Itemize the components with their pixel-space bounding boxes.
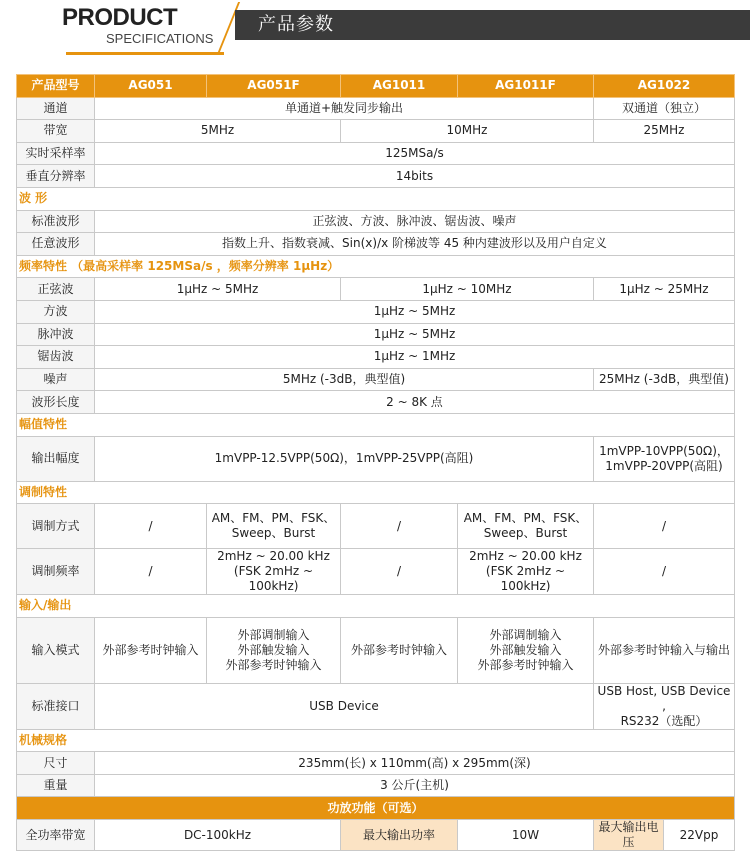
weight-row xyxy=(17,774,735,797)
input-mode-ag1011f xyxy=(458,617,594,683)
model-ag1011f: AG1011F xyxy=(458,75,594,98)
size-value: 235mm(长) x 110mm(高) x 295mm(深) xyxy=(95,752,735,775)
output-amplitude-label: 输出幅度 xyxy=(17,436,95,481)
wave-length-label: 波形长度 xyxy=(17,391,95,414)
channel-row xyxy=(17,97,735,120)
mod-freq-line1: 2mHz ~ 20.00 kHz xyxy=(469,549,582,564)
mod-freq-label: 调制频率 xyxy=(17,549,95,595)
weight-label: 重量 xyxy=(17,774,95,797)
interface-label: 标准接口 xyxy=(17,683,95,729)
std-wave-row xyxy=(17,210,735,233)
page-header xyxy=(0,0,750,62)
max-power-value: 10W xyxy=(458,820,594,851)
resolution-value: 14bits xyxy=(95,165,735,188)
input-mode-ag051f xyxy=(207,617,341,683)
pulse-label: 脉冲波 xyxy=(17,323,95,346)
section-mechanical-title: 机械规格 xyxy=(17,729,735,752)
square-row xyxy=(17,300,735,323)
channel-label: 通道 xyxy=(17,97,95,120)
sample-rate-value: 125MSa/s xyxy=(95,142,735,165)
input-ext-mod: 外部调制输入 xyxy=(237,627,310,642)
noise-label: 噪声 xyxy=(17,368,95,391)
mod-freq-ag1022: / xyxy=(594,549,735,595)
channel-value-a: 单通道+触发同步输出 xyxy=(95,97,594,120)
mod-mode-ag1011f xyxy=(458,504,594,549)
mod-freq-ag1011: / xyxy=(341,549,458,595)
section-io-title: 输入/输出 xyxy=(17,595,735,618)
amplifier-title: 功放功能（可选） xyxy=(17,797,735,820)
max-voltage-label: 最大输出电压 xyxy=(594,820,664,850)
input-ext-trig: 外部触发输入 xyxy=(489,642,562,657)
section-waveform xyxy=(17,187,735,210)
mod-freq-row xyxy=(17,549,735,595)
noise-value-b: 25MHz (-3dB，典型值) xyxy=(594,368,735,391)
bandwidth-value-a: 5MHz xyxy=(95,120,341,143)
pulse-value: 1μHz ~ 5MHz xyxy=(95,323,735,346)
sine-label: 正弦波 xyxy=(17,278,95,301)
input-mode-ag1011: 外部参考时钟输入 xyxy=(341,617,458,683)
interface-b-line2: RS232（选配） xyxy=(620,713,708,728)
weight-value: 3 公斤(主机) xyxy=(95,774,735,797)
std-wave-value: 正弦波、方波、脉冲波、锯齿波、噪声 xyxy=(95,210,735,233)
square-label: 方波 xyxy=(17,300,95,323)
bandwidth-label: 带宽 xyxy=(17,120,95,143)
mod-mode-ag1022: / xyxy=(594,504,735,549)
resolution-row xyxy=(17,165,735,188)
interface-b-line1: USB Host, USB Device , xyxy=(597,683,731,713)
section-frequency xyxy=(17,255,735,278)
mod-freq-ag1011f xyxy=(458,549,594,595)
section-amplitude-title: 幅值特性 xyxy=(17,413,735,436)
mod-freq-ag051f xyxy=(207,549,341,595)
full-power-bw-value: DC-100kHz xyxy=(95,820,341,851)
bandwidth-value-c: 25MHz xyxy=(594,120,735,143)
output-amplitude-b-line1: 1mVPP-10VPP(50Ω)， xyxy=(599,443,729,458)
input-ext-mod: 外部调制输入 xyxy=(489,627,562,642)
interface-row xyxy=(17,683,735,729)
max-voltage-cell xyxy=(594,820,735,851)
model-ag051f: AG051F xyxy=(207,75,341,98)
max-power-label: 最大输出功率 xyxy=(341,820,458,851)
input-mode-ag051: 外部参考时钟输入 xyxy=(95,617,207,683)
ramp-value: 1μHz ~ 1MHz xyxy=(95,346,735,369)
input-mode-ag1022: 外部参考时钟输入与输出 xyxy=(594,617,735,683)
interface-value-a: USB Device xyxy=(95,683,594,729)
wave-length-value: 2 ~ 8K 点 xyxy=(95,391,735,414)
sample-rate-row xyxy=(17,142,735,165)
wave-length-row xyxy=(17,391,735,414)
mod-mode-line1: AM、FM、PM、FSK、 xyxy=(211,511,336,526)
mod-mode-ag051: / xyxy=(95,504,207,549)
ramp-row xyxy=(17,346,735,369)
header-underline xyxy=(66,52,224,55)
sample-rate-label: 实时采样率 xyxy=(17,142,95,165)
sine-row xyxy=(17,278,735,301)
square-value: 1μHz ~ 5MHz xyxy=(95,300,735,323)
section-frequency-title: 频率特性 （最高采样率 125MSa/s ，频率分辨率 1μHz） xyxy=(17,255,735,278)
input-ext-trig: 外部触发输入 xyxy=(237,642,310,657)
model-row xyxy=(17,75,735,98)
bandwidth-row xyxy=(17,120,735,143)
section-modulation xyxy=(17,481,735,504)
arb-wave-label: 任意波形 xyxy=(17,233,95,256)
mod-mode-row xyxy=(17,504,735,549)
mod-mode-line1: AM、FM、PM、FSK、 xyxy=(463,511,588,526)
mod-freq-line1: 2mHz ~ 20.00 kHz xyxy=(217,549,330,564)
sine-value-a: 1μHz ~ 5MHz xyxy=(95,278,341,301)
spec-table xyxy=(16,74,735,851)
sine-value-b: 1μHz ~ 10MHz xyxy=(341,278,594,301)
resolution-label: 垂直分辨率 xyxy=(17,165,95,188)
header-title-cn: 产品参数 xyxy=(258,14,334,35)
section-amplitude xyxy=(17,413,735,436)
noise-value-a: 5MHz (-3dB，典型值) xyxy=(95,368,594,391)
section-waveform-title: 波 形 xyxy=(17,187,735,210)
mod-freq-line2: (FSK 2mHz ~ 100kHz) xyxy=(233,564,314,594)
amplifier-row xyxy=(17,820,735,851)
mod-mode-ag051f xyxy=(207,504,341,549)
header-title-product: PRODUCT xyxy=(62,4,178,31)
arb-wave-value: 指数上升、指数衰减、Sin(x)/x 阶梯波等 45 种内建波形以及用户自定义 xyxy=(95,233,735,256)
section-io xyxy=(17,595,735,618)
pulse-row xyxy=(17,323,735,346)
arb-wave-row xyxy=(17,233,735,256)
max-voltage-value: 22Vpp xyxy=(679,827,719,842)
model-ag1011: AG1011 xyxy=(341,75,458,98)
mod-freq-line2: (FSK 2mHz ~ 100kHz) xyxy=(485,564,566,594)
mod-mode-line2: Sweep、Burst xyxy=(231,526,316,541)
noise-row xyxy=(17,368,735,391)
mod-mode-line2: Sweep、Burst xyxy=(483,526,568,541)
section-modulation-title: 调制特性 xyxy=(17,481,735,504)
input-ext-ref: 外部参考时钟输入 xyxy=(477,657,574,672)
input-ext-ref: 外部参考时钟输入 xyxy=(225,657,322,672)
model-label: 产品型号 xyxy=(17,75,95,98)
section-mechanical xyxy=(17,729,735,752)
mod-freq-ag051: / xyxy=(95,549,207,595)
size-label: 尺寸 xyxy=(17,752,95,775)
full-power-bw-label: 全功率带宽 xyxy=(17,820,95,851)
mod-mode-ag1011: / xyxy=(341,504,458,549)
sine-value-c: 1μHz ~ 25MHz xyxy=(594,278,735,301)
output-amplitude-row xyxy=(17,436,735,481)
channel-value-b: 双通道（独立） xyxy=(594,97,735,120)
model-ag1022: AG1022 xyxy=(594,75,735,98)
std-wave-label: 标准波形 xyxy=(17,210,95,233)
mod-mode-label: 调制方式 xyxy=(17,504,95,549)
model-ag051: AG051 xyxy=(95,75,207,98)
output-amplitude-value-a: 1mVPP-12.5VPP(50Ω)，1mVPP-25VPP(高阻) xyxy=(95,436,594,481)
output-amplitude-value-b xyxy=(594,436,735,481)
interface-value-b xyxy=(594,683,735,729)
ramp-label: 锯齿波 xyxy=(17,346,95,369)
bandwidth-value-b: 10MHz xyxy=(341,120,594,143)
output-amplitude-b-line2: 1mVPP-20VPP(高阻) xyxy=(605,458,723,473)
amplifier-header-row xyxy=(17,797,735,820)
size-row xyxy=(17,752,735,775)
input-mode-label: 输入模式 xyxy=(17,617,95,683)
header-title-specifications: SPECIFICATIONS xyxy=(106,31,214,46)
input-mode-row xyxy=(17,617,735,683)
